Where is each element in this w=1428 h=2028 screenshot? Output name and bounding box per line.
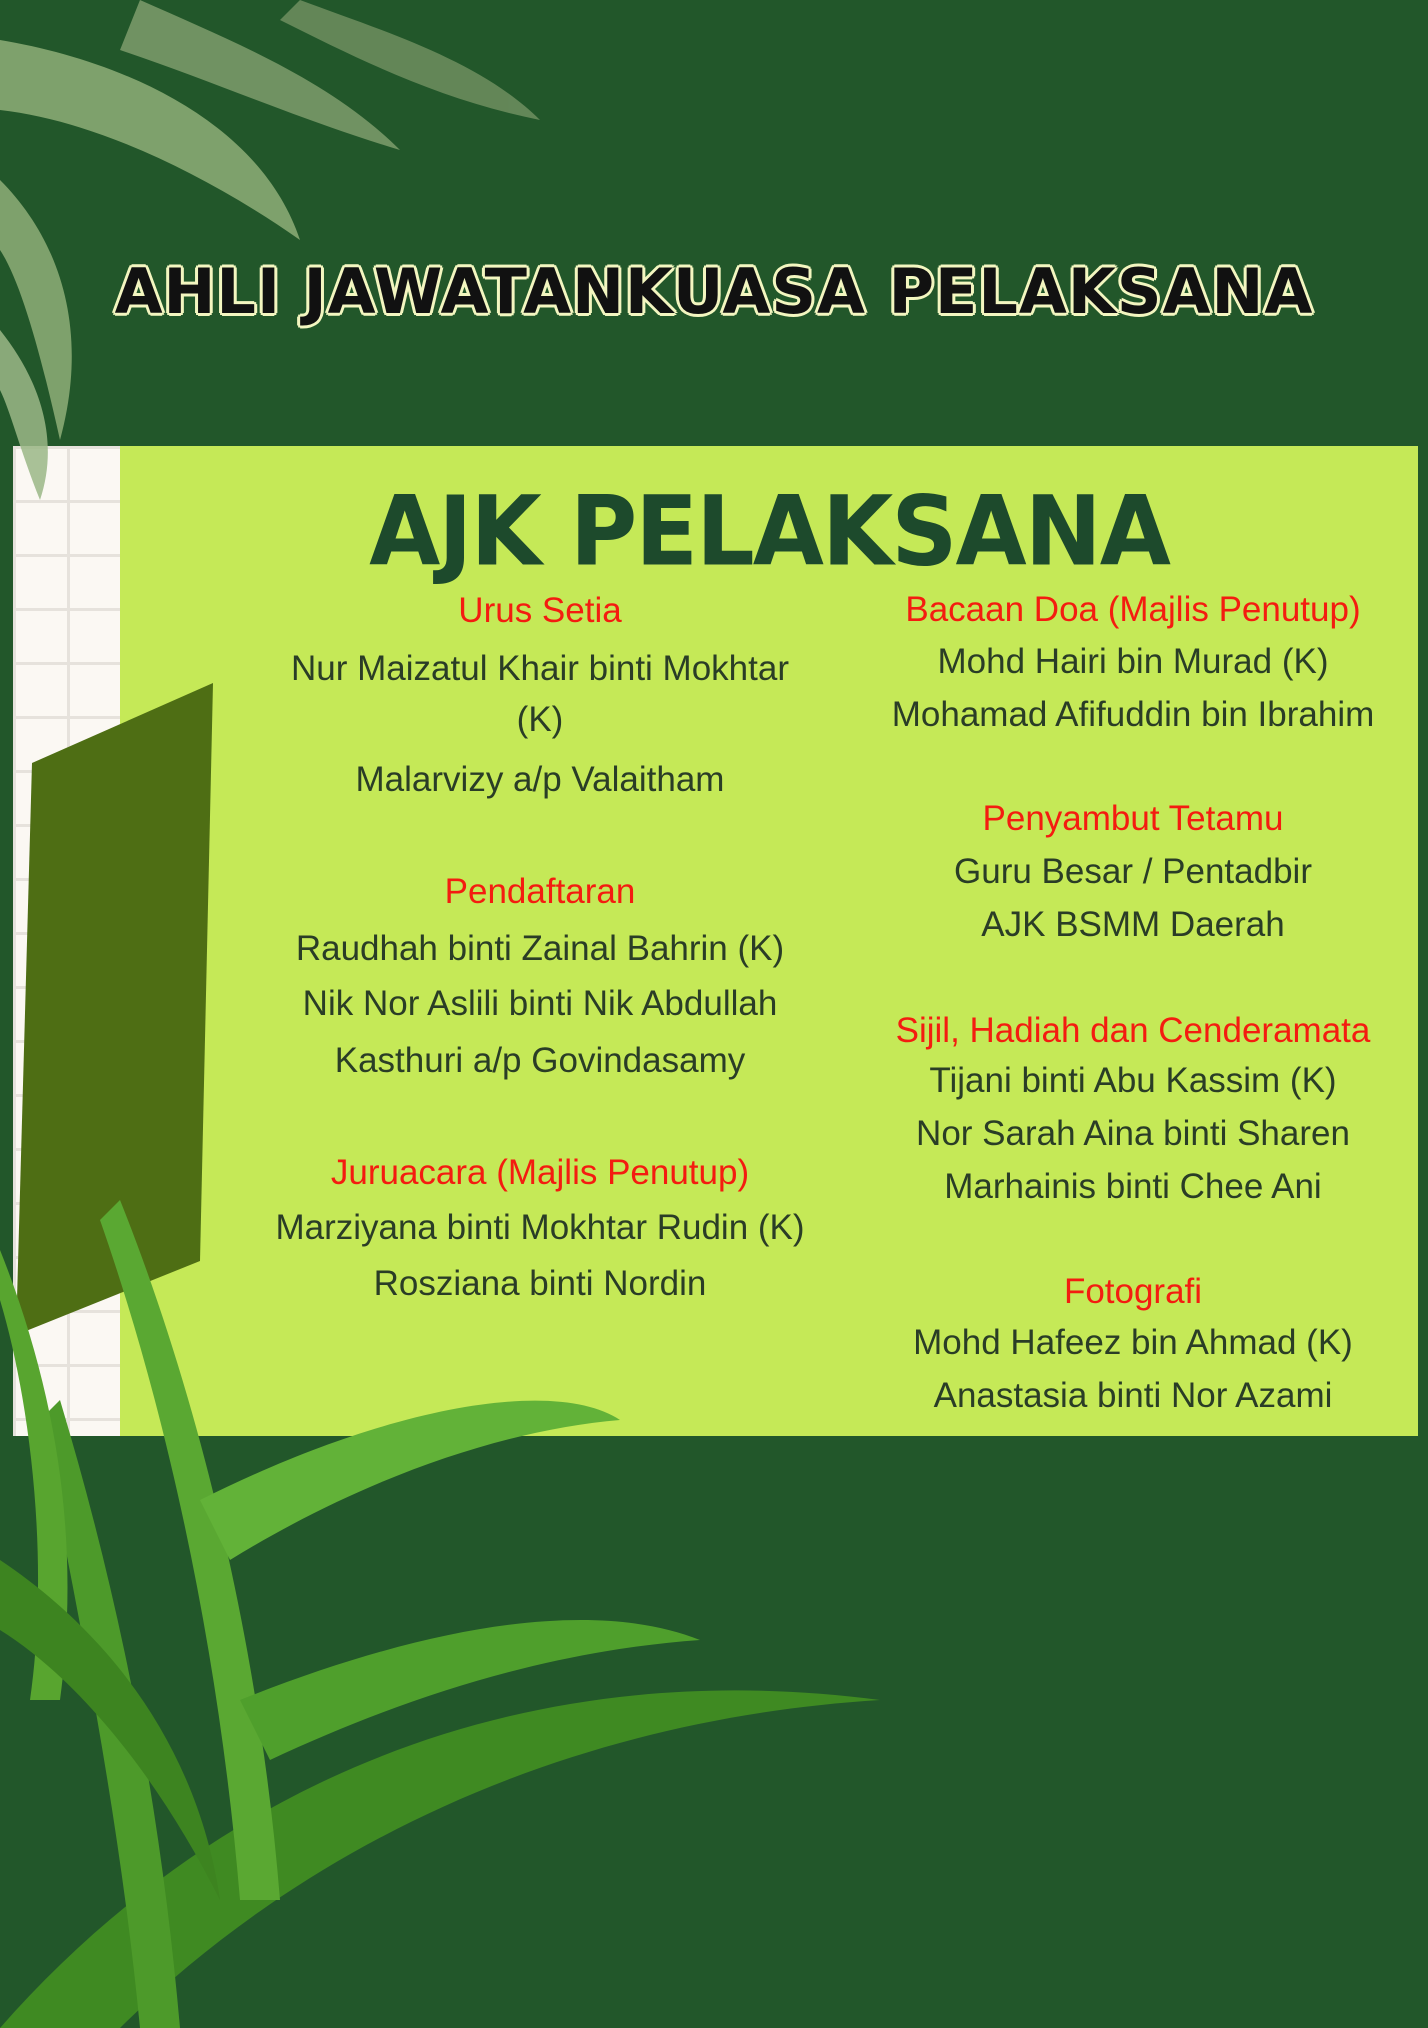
member-name: Kasthuri a/p Govindasamy	[334, 1041, 746, 1080]
member-name: Mohamad Afifuddin bin Ibrahim	[891, 695, 1375, 734]
member-name: Tijani binti Abu Kassim (K)	[929, 1061, 1337, 1100]
section-title: Bacaan Doa (Majlis Penutup)	[905, 590, 1361, 629]
member-name: Mohd Hairi bin Murad (K)	[937, 642, 1329, 681]
section-title: Fotografi	[1063, 1272, 1203, 1311]
member-name: Marhainis binti Chee Ani	[944, 1167, 1322, 1206]
card-heading: AJK PELAKSANA	[369, 475, 1169, 588]
member-name: Malarvizy a/p Valaitham	[355, 760, 725, 799]
member-name: Guru Besar / Pentadbir	[954, 852, 1312, 891]
member-name: Nur Maizatul Khair binti Mokhtar	[291, 649, 789, 688]
member-name: Nor Sarah Aina binti Sharen	[916, 1114, 1350, 1153]
member-name: (K)	[516, 700, 564, 739]
member-name: Nik Nor Aslili binti Nik Abdullah	[302, 984, 778, 1023]
section-title: Sijil, Hadiah dan Cenderamata	[895, 1011, 1371, 1050]
section-title: Pendaftaran	[444, 872, 636, 911]
member-name: Mohd Hafeez bin Ahmad (K)	[913, 1323, 1353, 1362]
section-title: Penyambut Tetamu	[982, 799, 1284, 838]
member-name: Raudhah binti Zainal Bahrin (K)	[295, 929, 785, 968]
member-name: Marziyana binti Mokhtar Rudin (K)	[275, 1208, 805, 1247]
member-name: AJK BSMM Daerah	[981, 905, 1285, 944]
member-name: Anastasia binti Nor Azami	[933, 1376, 1333, 1415]
member-name: Rosziana binti Nordin	[373, 1264, 707, 1303]
top-left-palm-leaves	[0, 0, 540, 500]
section-title: Juruacara (Majlis Penutup)	[330, 1153, 750, 1192]
page-title: AHLI JAWATANKUASA PELAKSANA	[114, 255, 1314, 328]
bottom-left-palm-leaves	[0, 1200, 880, 2028]
section-title: Urus Setia	[458, 591, 622, 630]
